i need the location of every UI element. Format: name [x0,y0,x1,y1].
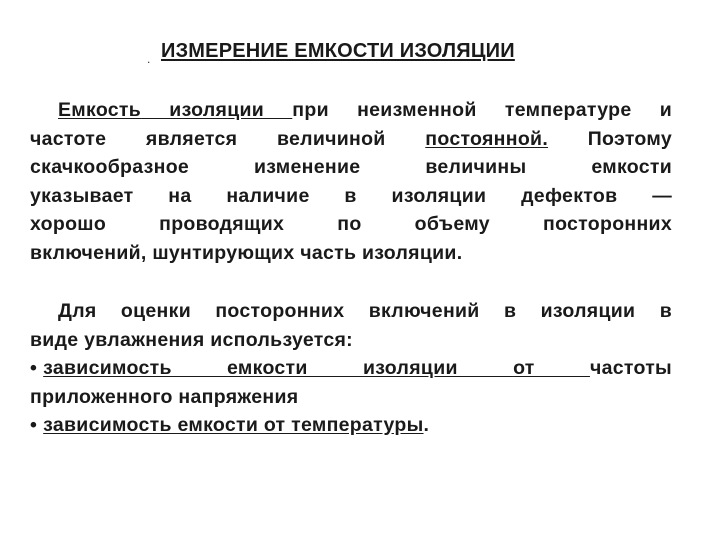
bullet-1-dependence: зависимость [43,357,228,379]
p1-term-constant: постоянной. [425,127,549,150]
bullet-1-capacitance: емкости [227,357,364,379]
bullet-2-period: . [423,414,430,436]
p1-term-capacitance: Емкость [58,99,142,121]
p2-line-1 [30,297,672,326]
p1-text-3: Поэтому [548,127,672,150]
bullet-2-capacitance-temperature: емкости от температуры [177,414,424,436]
p1-line-2 [30,125,672,154]
p1-line-6: включений, шунтирующих часть изоляции. [30,241,463,264]
bullet-1-insulation: изоляции [363,357,514,379]
bullet-1-marker: • [30,357,38,379]
paragraph-capacitance [30,96,672,267]
paragraph-methods [30,297,672,440]
p1-term-insulation: изоляции [141,99,293,121]
bullet-1-on: от [513,357,590,379]
p2-line-2: виде увлажнения используется: [30,328,353,351]
bullet-1-line-1 [30,354,672,383]
bullet-1-frequency: частоты [589,357,673,379]
p1-line-3: скачкообразное изменение величины емкости [30,156,672,178]
p1-text-2: частоте является величиной [30,127,426,150]
slide-title: ИЗМЕРЕНИЕ ЕМКОСТИ ИЗОЛЯЦИИ [161,40,515,62]
bullet-2-line-1 [30,411,672,440]
p2-text-1: Для оценки посторонних включений в изоляции в [58,300,672,322]
bullet-2-dependence: зависимость [43,414,178,436]
bullet-1-line-2: приложенного напряжения [30,385,299,408]
p1-line-5: хорошо проводящих по объему посторонних [30,213,672,235]
p1-line-1 [30,96,672,125]
bullet-2-marker: • [30,414,38,436]
p1-line-4: указывает на наличие в изоляции дефектов — [30,184,672,207]
p1-text-1: при неизменной температуре и [292,99,672,121]
dot-mark: . [147,52,151,66]
